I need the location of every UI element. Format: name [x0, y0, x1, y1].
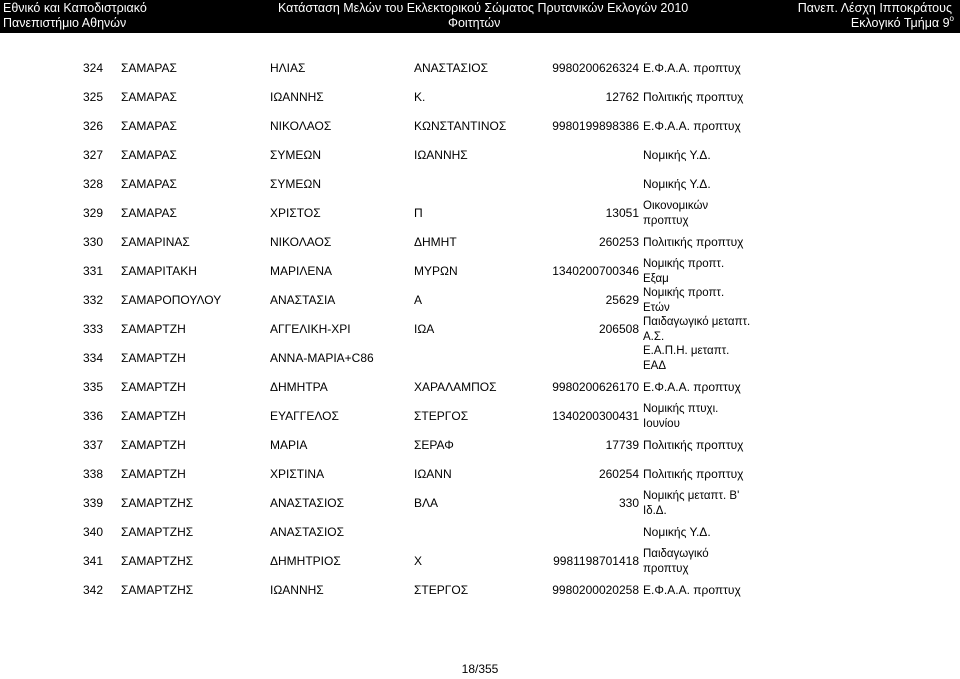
father-name-cell: ΚΩΝΣΤΑΝΤΙΝΟΣ	[414, 119, 507, 133]
row-number: 334	[83, 351, 104, 365]
surname-cell: ΣΑΜΑΡΑΣ	[121, 119, 177, 133]
registration-number-cell: 13051	[605, 206, 639, 220]
first-name-cell: ΝΙΚΟΛΑΟΣ	[270, 235, 332, 249]
row-number: 326	[83, 119, 104, 133]
father-name-cell: ΣΤΕΡΓΟΣ	[414, 583, 469, 597]
page-header	[0, 0, 960, 33]
document-subtitle: Φοιτητών	[448, 16, 501, 30]
university-name-line2: Πανεπιστήμιο Αθηνών	[3, 16, 127, 30]
row-number: 338	[83, 467, 104, 481]
first-name-cell: ΜΑΡΙΛΕΝΑ	[270, 264, 333, 278]
surname-cell: ΣΑΜΑΡΤΖΗΣ	[121, 583, 194, 597]
polling-location: Πανεπ. Λέσχη Ιπποκράτους	[797, 1, 952, 15]
father-name-cell: Α	[414, 293, 423, 307]
surname-cell: ΣΑΜΑΡΤΖΗΣ	[121, 554, 194, 568]
father-name-cell: ΙΩΑΝΝΗΣ	[414, 148, 468, 162]
row-number: 337	[83, 438, 104, 452]
father-name-cell: ΜΥΡΩΝ	[414, 264, 458, 278]
row-number: 325	[83, 90, 104, 104]
registration-number-cell: 9980199898386	[552, 119, 639, 133]
registration-number-cell: 260253	[598, 235, 639, 249]
surname-cell: ΣΑΜΑΡΑΣ	[121, 148, 177, 162]
father-name-cell: ΙΩΑΝΝ	[414, 467, 452, 481]
school-cell: Ε.Φ.Α.Α. προπτυχ	[643, 583, 741, 597]
surname-cell: ΣΑΜΑΡΤΖΗ	[121, 380, 186, 394]
first-name-cell: ΙΩΑΝΝΗΣ	[270, 90, 324, 104]
school-cell: Πολιτικής προπτυχ	[643, 467, 744, 481]
first-name-cell: ΑΝΑΣΤΑΣΙΟΣ	[270, 496, 345, 510]
school-cell: Πολιτικής προπτυχ	[643, 90, 744, 104]
school-cell: Πολιτικής προπτυχ	[643, 235, 744, 249]
first-name-cell: ΕΥΑΓΓΕΛΟΣ	[270, 409, 339, 423]
row-number: 332	[83, 293, 104, 307]
registration-number-cell: 1340200300431	[552, 409, 639, 423]
school-cell-line2: προπτυχ	[643, 215, 689, 227]
row-number: 331	[83, 264, 104, 278]
father-name-cell: ΔΗΜΗΤ	[414, 235, 457, 249]
school-cell-line1: Οικονομικών	[643, 200, 709, 212]
school-cell: Ε.Φ.Α.Α. προπτυχ	[643, 119, 741, 133]
row-number: 335	[83, 380, 104, 394]
registration-number-cell: 17739	[605, 438, 639, 452]
registration-number-cell: 9980200626324	[552, 61, 639, 75]
father-name-cell: ΒΛΑ	[414, 496, 439, 510]
polling-section	[851, 16, 954, 31]
row-number: 327	[83, 148, 104, 162]
father-name-cell: ΧΑΡΑΛΑΜΠΟΣ	[414, 380, 497, 394]
registration-number-cell: 9981198701418	[553, 554, 639, 568]
school-cell-line2: Ετών	[643, 302, 670, 314]
registration-number-cell: 12762	[605, 90, 639, 104]
row-number: 336	[83, 409, 104, 423]
registration-number-cell: 1340200700346	[552, 264, 639, 278]
school-cell-line1: Παιδαγωγικό μεταπτ.	[643, 316, 751, 328]
surname-cell: ΣΑΜΑΡΤΖΗ	[121, 438, 186, 452]
registration-number-cell: 206508	[598, 322, 639, 336]
first-name-cell: ΝΙΚΟΛΑΟΣ	[270, 119, 332, 133]
surname-cell: ΣΑΜΑΡΙΤΑΚΗ	[121, 264, 197, 278]
surname-cell: ΣΑΜΑΡΑΣ	[121, 90, 177, 104]
first-name-cell: ΑΓΓΕΛΙΚΗ-ΧΡΙ	[270, 322, 351, 336]
first-name-cell: ΣΥΜΕΩΝ	[270, 177, 322, 191]
school-cell-line1: Ε.Α.Π.Η. μεταπτ.	[643, 345, 730, 357]
row-number: 328	[83, 177, 104, 191]
first-name-cell: ΑΝΑΣΤΑΣΙΑ	[270, 293, 336, 307]
school-cell-line1: Νομικής προπτ.	[643, 258, 725, 270]
school-cell: Νομικής Υ.Δ.	[643, 525, 711, 539]
first-name-cell: ΧΡΙΣΤΙΝΑ	[270, 467, 325, 481]
school-cell-line1: Νομικής πτυχι.	[643, 403, 719, 415]
father-name-cell: ΑΝΑΣΤΑΣΙΟΣ	[414, 61, 489, 75]
father-name-cell: Π	[414, 206, 423, 220]
first-name-cell: ΗΛΙΑΣ	[270, 61, 306, 75]
registration-number-cell: 9980200020258	[552, 583, 639, 597]
school-cell: Νομικής Υ.Δ.	[643, 148, 711, 162]
university-name-line1: Εθνικό και Καποδιστριακό	[3, 1, 147, 15]
first-name-cell: ΜΑΡΙΑ	[270, 438, 308, 452]
school-cell-line1: Νομικής προπτ.	[643, 287, 725, 299]
page-number: 18/355	[461, 662, 499, 676]
surname-cell: ΣΑΜΑΡΙΝΑΣ	[121, 235, 190, 249]
row-number: 340	[83, 525, 104, 539]
surname-cell: ΣΑΜΑΡΤΖΗ	[121, 322, 186, 336]
row-number: 341	[83, 554, 104, 568]
surname-cell: ΣΑΜΑΡΤΖΗΣ	[121, 525, 194, 539]
school-cell-line2: προπτυχ	[643, 563, 689, 575]
first-name-cell: ΔΗΜΗΤΡΙΟΣ	[270, 554, 341, 568]
row-number: 333	[83, 322, 104, 336]
registration-number-cell: 330	[618, 496, 639, 510]
first-name-cell: ΣΥΜΕΩΝ	[270, 148, 322, 162]
school-cell: Ε.Φ.Α.Α. προπτυχ	[643, 61, 741, 75]
school-cell-line1: Νομικής μεταπτ. Β'	[643, 490, 740, 502]
first-name-cell: ΧΡΙΣΤΟΣ	[270, 206, 321, 220]
row-number: 324	[83, 61, 104, 75]
row-number: 342	[83, 583, 104, 597]
school-cell-line2: Α.Σ.	[643, 331, 665, 343]
first-name-cell: ΙΩΑΝΝΗΣ	[270, 583, 324, 597]
father-name-cell: ΣΤΕΡΓΟΣ	[414, 409, 469, 423]
school-cell: Πολιτικής προπτυχ	[643, 438, 744, 452]
first-name-cell: ΑΝΝΑ-ΜΑΡΙΑ+C86	[270, 351, 374, 365]
surname-cell: ΣΑΜΑΡΑΣ	[121, 206, 177, 220]
polling-section-ordinal: ο	[949, 14, 954, 23]
surname-cell: ΣΑΜΑΡΤΖΗ	[121, 409, 186, 423]
registration-number-cell: 9980200626170	[552, 380, 639, 394]
surname-cell: ΣΑΜΑΡΑΣ	[121, 61, 177, 75]
school-cell-line2: Ιουνίου	[643, 418, 680, 430]
polling-section-label: Εκλογικό Τμήμα 9	[850, 16, 950, 30]
row-number: 330	[83, 235, 104, 249]
school-cell-line2: ΕΑΔ	[643, 360, 667, 372]
surname-cell: ΣΑΜΑΡΤΖΗΣ	[121, 496, 194, 510]
document-title: Κατάσταση Μελών του Εκλεκτορικού Σώματος Πρυτανικών Εκλογών 2010	[278, 1, 689, 15]
surname-cell: ΣΑΜΑΡΟΠΟΥΛΟΥ	[121, 293, 222, 307]
first-name-cell: ΑΝΑΣΤΑΣΙΟΣ	[270, 525, 345, 539]
school-cell-line1: Παιδαγωγικό	[643, 548, 709, 560]
father-name-cell: Κ.	[414, 90, 426, 104]
surname-cell: ΣΑΜΑΡΑΣ	[121, 177, 177, 191]
school-cell-line2: Ιδ.Δ.	[643, 505, 667, 517]
row-number: 329	[83, 206, 104, 220]
row-number: 339	[83, 496, 104, 510]
father-name-cell: ΙΩΑ	[414, 322, 435, 336]
surname-cell: ΣΑΜΑΡΤΖΗ	[121, 467, 186, 481]
father-name-cell: ΣΕΡΑΦ	[414, 438, 454, 452]
registration-number-cell: 25629	[605, 293, 639, 307]
school-cell: Νομικής Υ.Δ.	[643, 177, 711, 191]
father-name-cell: Χ	[414, 554, 423, 568]
surname-cell: ΣΑΜΑΡΤΖΗ	[121, 351, 186, 365]
registration-number-cell: 260254	[598, 467, 639, 481]
school-cell-line2: Εξαμ	[643, 273, 669, 285]
school-cell: Ε.Φ.Α.Α. προπτυχ	[643, 380, 741, 394]
first-name-cell: ΔΗΜΗΤΡΑ	[270, 380, 328, 394]
